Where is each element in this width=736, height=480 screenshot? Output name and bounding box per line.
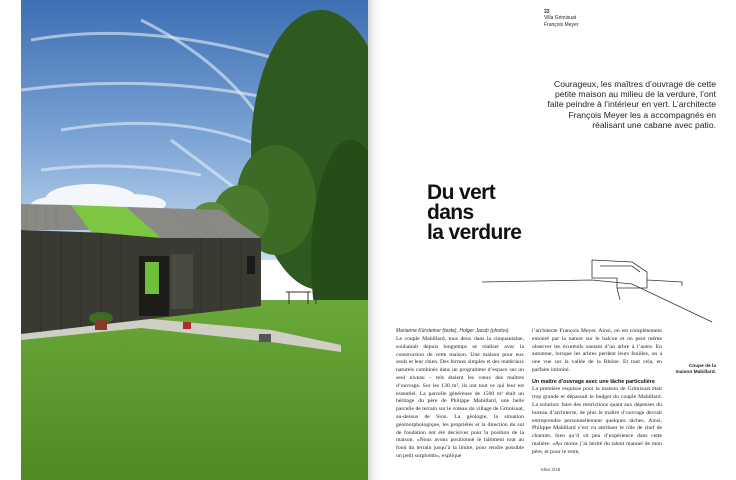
stone	[259, 334, 271, 342]
terrain-line	[482, 280, 712, 322]
body-column-1	[396, 328, 524, 461]
body-column-2	[532, 328, 662, 457]
gutter	[368, 0, 382, 480]
caption-line-1: Coupe de la	[688, 364, 716, 369]
body-paragraph-1: Le couple Mabillard, tous deux dans la cinquantaine, souhaitait depuis longtemps se réaliser avec la construction de cette maison. Une maison pour eux seuls et leur chien. Des formes simples et des matériaux naturels combinés dans un programme d’espace sur un seul niveau – tels étaient les vœux des maîtres d’ouvrage. Sur les 130 m², ils ont tout ce qui leur est essentiel. La parcelle généreuse de 1500 m² était un héritage du père de Philippe Mabillard, une belle parcelle de terrain sur le coteau du village de Grimisuat, au-dessus de Sion. La géologie, la situation géomorphologique, les propriétés et la direction du sol de fondation ont été décisives pour la position de la maison. «Nous avons positionné le bâtiment tout au fond du terrain jusqu’à la limite, pour rendre possible un petit surplomb», explique	[396, 336, 524, 459]
title-line-2: dans	[427, 201, 474, 224]
house-section	[592, 260, 647, 288]
footer: Idea 3/16	[541, 467, 561, 472]
section-drawing	[482, 250, 718, 330]
title-line-1: Du vert	[427, 181, 496, 204]
house-illustration	[21, 0, 368, 480]
folio	[544, 9, 578, 28]
credits: Marianne Kürsteiner (texte), Holger Jacob (photos)	[396, 328, 509, 334]
caption-line-2: maison Mabillard.	[675, 370, 716, 375]
drawing-caption	[666, 364, 716, 376]
pot	[183, 322, 191, 329]
body-paragraph-3: La première esquisse pour la maison de Grimisuat était trop grande et dépassait le budget du couple Mabillard. La solution: faire des restrictions quant aux dépenses du bureau d’architecte, de plus le maître d’ouvrage devrait entreprendre personnellement quelques tâches. Ainsi, Philippe Mabillard s’est vu attribuer le rôle de chef de chantier, bien qu’il sit peu d’expérience dans cette matière. «Au moins j’ai hérité du talent manuel de mon père, et pour le reste,	[532, 386, 662, 455]
planter	[95, 320, 107, 330]
roof-section	[600, 266, 640, 272]
page-number: 33	[544, 9, 550, 15]
green-interior	[145, 262, 159, 294]
window	[247, 256, 255, 274]
subheading: Un maître d’ouvrage avec une tâche particulière	[532, 378, 655, 385]
door	[171, 254, 193, 309]
architect-name: François Meyer	[544, 21, 579, 28]
title-line-3: la verdure	[427, 221, 522, 244]
house-photo	[21, 0, 368, 480]
foundation	[617, 288, 620, 300]
balcony-section	[647, 280, 682, 286]
lead-paragraph: Courageux, les maîtres d’ouvrage de cette petite maison au milieu de la verdure, l’ont faite peindre à l’intérieur en vert. L’architecte François Meyer les a accompagnés en réalisant une cabane avec patio.	[547, 79, 716, 130]
body-paragraph-2: l’architecte François Meyer. Ainsi, on est complètement entouré par la nature sur le balcon et on peut même observer les écureuils sautant d’un arbre à l’autre. En automne, lorsque les arbres perdent leurs feuilles, on a une vue sur la vallée de la Rhône. Et tout cela, en parfaite intimité.	[532, 328, 662, 373]
project-name: Villa Grimisuat	[544, 15, 577, 22]
article-title	[427, 183, 521, 243]
